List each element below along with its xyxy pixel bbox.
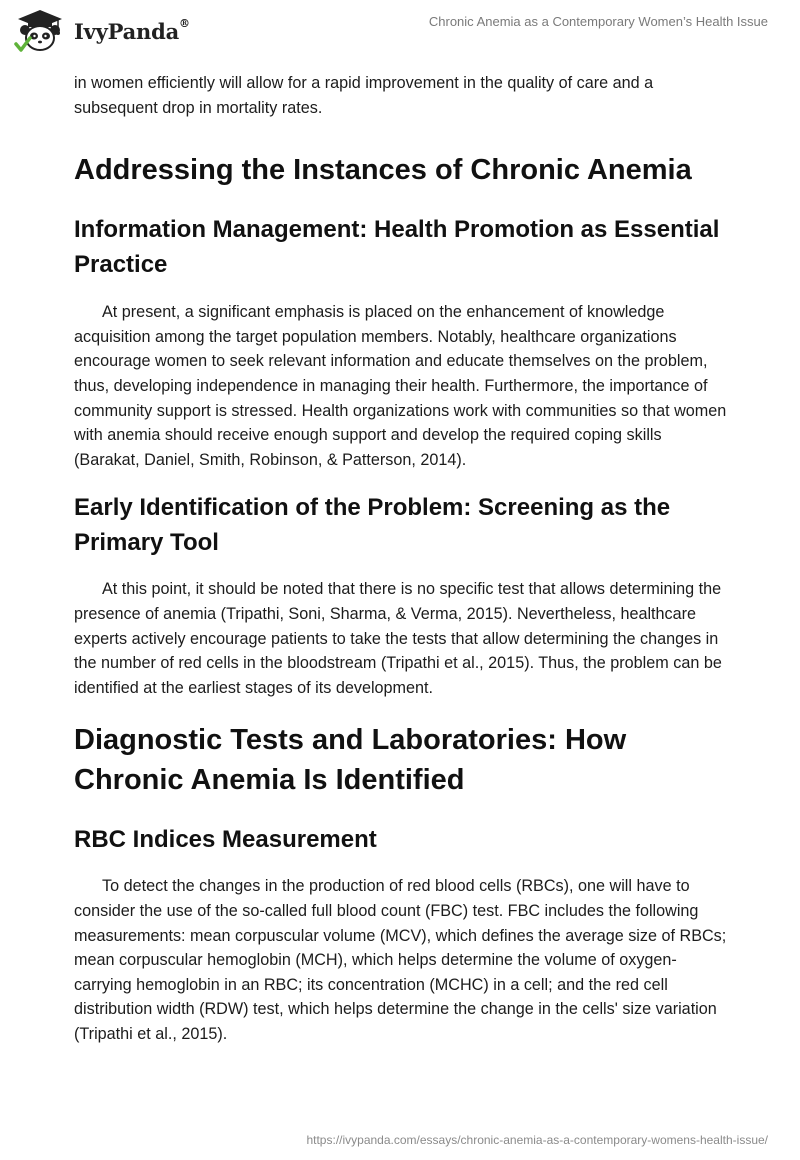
footer-url[interactable]: https://ivypanda.com/essays/chronic-anemia-as-a-contemporary-womens-health-issue/ <box>306 1133 768 1147</box>
subsection-heading-early-identification: Early Identification of the Problem: Screening as the Primary Tool <box>74 494 671 557</box>
section-heading-diagnostic-tests: Diagnostic Tests and Laboratories: How Chronic Anemia Is Identified <box>74 724 627 797</box>
article-content <box>74 71 728 1046</box>
panda-graduate-icon <box>14 8 66 54</box>
document-title: Chronic Anemia as a Contemporary Women’s Health Issue <box>428 14 768 29</box>
intro-paragraph: in women efficiently will allow for a rapid improvement in the quality of care and a subsequent drop in mortality rates. <box>74 74 654 117</box>
subsection-heading-rbc-indices: RBC Indices Measurement <box>74 826 377 854</box>
section-heading-addressing: Addressing the Instances of Chronic Anemia <box>74 154 692 187</box>
paragraph-information-management: At present, a significant emphasis is placed on the enhancement of knowledge acquisition among the target population members. Notably, healthcare organizations encourage women to seek relevant information and educate themselves on the problem, thus, developing independence in managing their health. Furthermore, the importance of community support is stressed. Health organizations work with communities so that women with anemia should receive enough support and develop the required coping skills (Barakat, Daniel, Smith, Robinson, & Patterson, 2014). <box>74 303 727 469</box>
paragraph-rbc-indices: To detect the changes in the production of red blood cells (RBCs), one will have to consider the use of the so-called full blood count (FBC) test. FBC includes the following measurements: mean corpuscular volume (MCV), which defines the average size of RBCs; mean corpuscular hemoglobin (MCH), which helps determine the volume of oxygen-carrying hemoglobin in an RBC; its concentration (MCHC) in a cell; and the red cell distribution width (RDW) test, which helps determine the change in the cells' size variation (Tripathi et al., 2015). <box>74 877 727 1043</box>
subsection-heading-information-management: Information Management: Health Promotion as Essential Practice <box>74 216 720 279</box>
logo[interactable] <box>14 8 190 54</box>
page-header <box>0 0 800 60</box>
paragraph-early-identification: At this point, it should be noted that there is no specific test that allows determining the presence of anemia (Tripathi, Soni, Sharma, & Verma, 2015). Nevertheless, healthcare experts actively encourage patients to take the tests that allow determining the changes in the number of red cells in the bloodstream (Tripathi et al., 2015). Thus, the problem can be identified at the earliest stages of its development. <box>74 580 722 697</box>
brand-name: IvyPanda® <box>74 16 190 44</box>
